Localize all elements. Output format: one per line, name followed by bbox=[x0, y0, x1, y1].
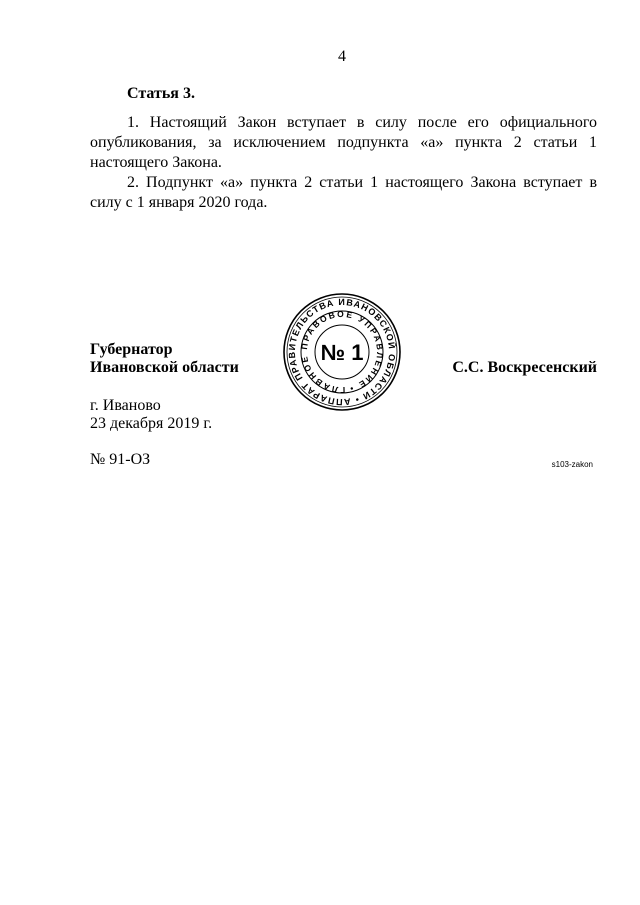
file-code: s103-zakon bbox=[551, 460, 593, 469]
date: 23 декабря 2019 г. bbox=[90, 415, 213, 432]
stamp-outer-text: АППАРАТ ПРАВИТЕЛЬСТВА ИВАНОВСКОЙ ОБЛАСТИ • bbox=[286, 296, 398, 408]
article-title: Статья 3. bbox=[127, 85, 195, 102]
position-line-1: Губернатор bbox=[90, 341, 173, 358]
paragraph-2: 2. Подпункт «а» пункта 2 статьи 1 настоящего Закона вступает в силу с 1 января 2020 года. bbox=[90, 174, 597, 211]
page-number: 4 bbox=[338, 48, 346, 65]
signatory-position bbox=[90, 341, 239, 377]
law-number: № 91-ОЗ bbox=[90, 451, 151, 468]
article-body bbox=[90, 113, 597, 213]
paragraph-1: 1. Настоящий Закон вступает в силу после его официального опубликования, за исключением подпункта «а» пункта 2 статьи 1 настоящего Закона. bbox=[90, 114, 597, 171]
place-and-date bbox=[90, 397, 212, 433]
place: г. Иваново bbox=[90, 397, 161, 414]
signatory-name: С.С. Воскресенский bbox=[452, 359, 597, 376]
official-stamp bbox=[282, 292, 402, 412]
stamp-center-text: № 1 bbox=[320, 340, 364, 365]
stamp-inner-text: ГЛАВНОЕ ПРАВОВОЕ УПРАВЛЕНИЕ • bbox=[298, 308, 386, 396]
position-line-2: Ивановской области bbox=[90, 359, 239, 376]
